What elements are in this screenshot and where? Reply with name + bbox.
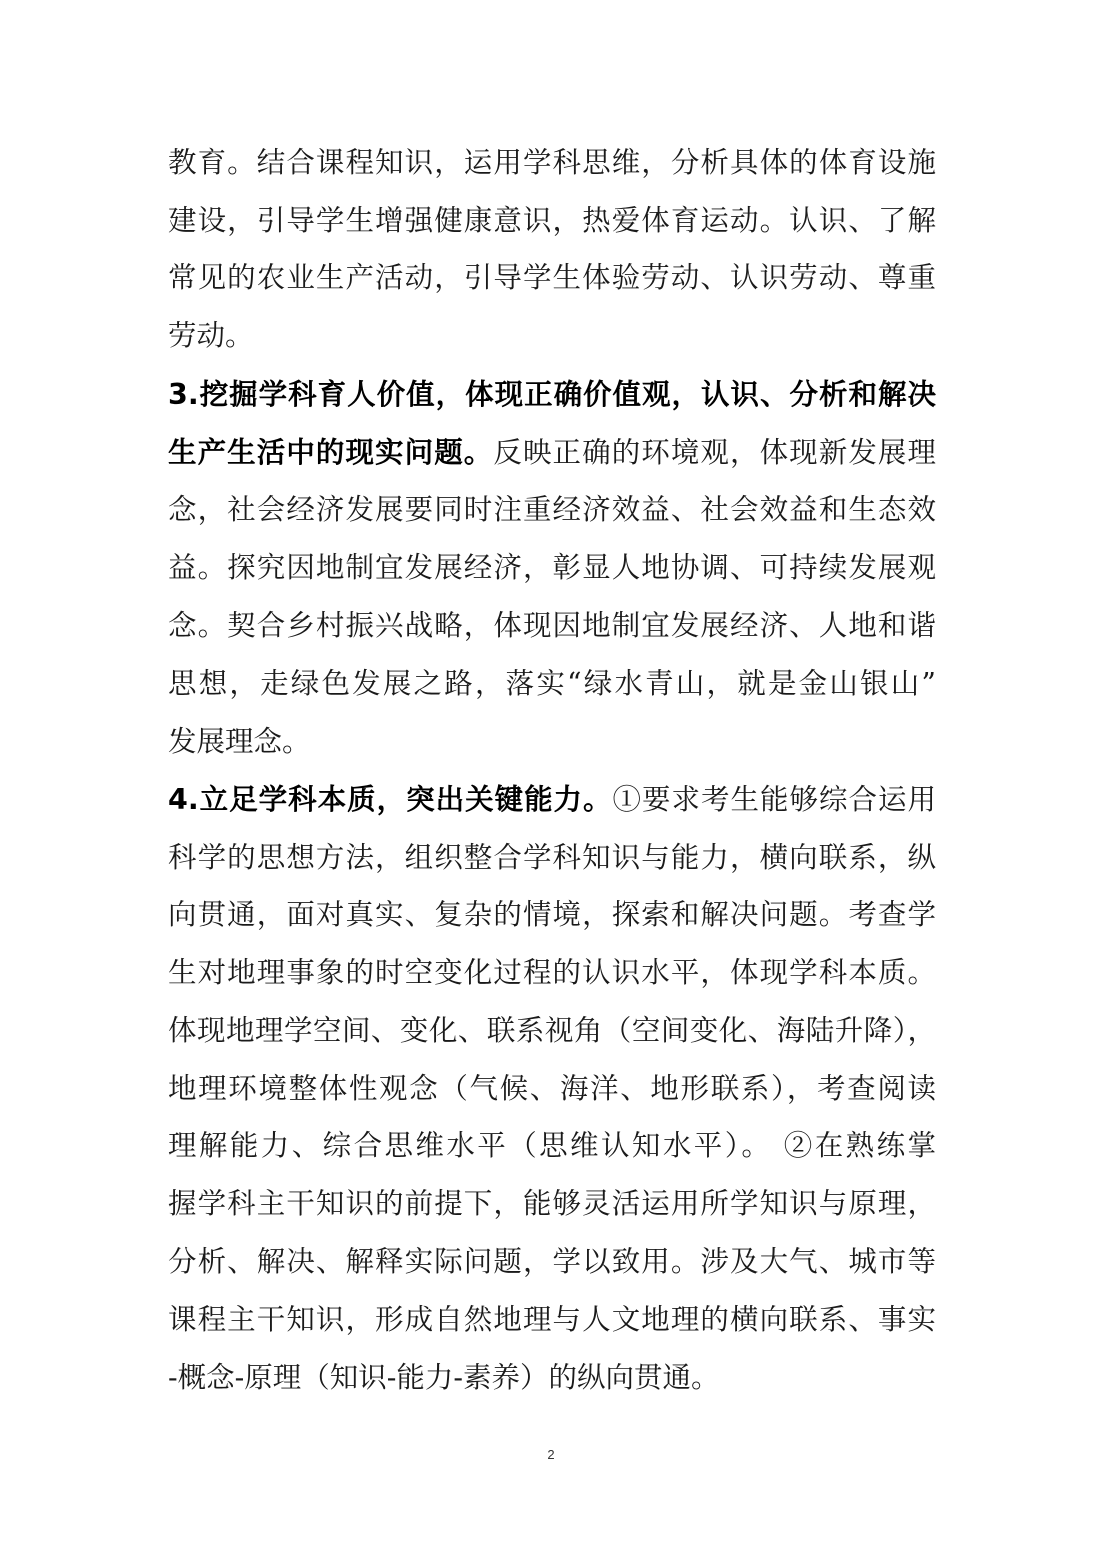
paragraph-line: 向贯通，面对真实、复杂的情境，探索和解决问题。考查学: [168, 898, 936, 931]
paragraph-line: 念，社会经济发展要同时注重经济效益、社会效益和生态效: [168, 493, 936, 526]
paragraph-line: 建设，引导学生增强健康意识，热爱体育运动。认识、了解: [168, 204, 936, 237]
paragraph-line: 地理环境整体性观念（气候、海洋、地形联系），考查阅读: [168, 1072, 936, 1105]
paragraph-line: 握学科主干知识的前提下，能够灵活运用所学知识与原理，: [168, 1187, 936, 1220]
paragraph-line: 课程主干知识，形成自然地理与人文地理的横向联系、事实: [168, 1303, 936, 1336]
paragraph-line: 发展理念。: [168, 725, 311, 758]
section-heading-4: 4.立足学科本质，突出关键能力。①要求考生能够综合运用: [168, 783, 936, 816]
paragraph-line: 思想，走绿色发展之路，落实“绿水青山，就是金山银山”: [168, 667, 936, 700]
paragraph-line: 理解能力、综合思维水平（思维认知水平）。 ②在熟练掌: [168, 1129, 936, 1162]
paragraph-line: 益。探究因地制宜发展经济，彰显人地协调、可持续发展观: [168, 551, 936, 584]
paragraph-line: 教育。结合课程知识，运用学科思维，分析具体的体育设施: [168, 146, 936, 179]
paragraph-line: 科学的思想方法，组织整合学科知识与能力，横向联系，纵: [168, 841, 936, 874]
section-heading-3: 3.挖掘学科育人价值，体现正确价值观，认识、分析和解决: [168, 378, 936, 411]
paragraph-line: 分析、解决、解释实际问题，学以致用。涉及大气、城市等: [168, 1245, 936, 1278]
paragraph-line: -概念-原理（知识-能力-素养）的纵向贯通。: [168, 1361, 720, 1394]
paragraph-line: 生对地理事象的时空变化过程的认识水平，体现学科本质。: [168, 956, 936, 989]
paragraph-line: 常见的农业生产活动，引导学生体验劳动、认识劳动、尊重: [168, 261, 936, 294]
paragraph-line: 生产生活中的现实问题。反映正确的环境观，体现新发展理: [168, 436, 936, 469]
paragraph-line: 体现地理学空间、变化、联系视角（空间变化、海陆升降），: [168, 1014, 936, 1047]
paragraph-line: 劳动。: [168, 319, 254, 352]
page-number: 2: [547, 1447, 555, 1462]
paragraph-line: 念。契合乡村振兴战略，体现因地制宜发展经济、人地和谐: [168, 609, 936, 642]
